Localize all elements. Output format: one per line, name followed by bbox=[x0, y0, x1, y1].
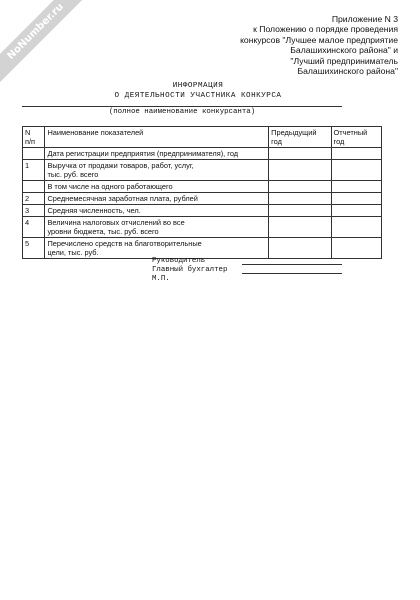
row-number: 3 bbox=[23, 205, 45, 217]
director-label: Руководитель bbox=[152, 257, 206, 265]
row-number bbox=[23, 181, 45, 193]
row-label: Средняя численность, чел. bbox=[45, 205, 269, 217]
row-label: Перечислено средств на благотворительные цели, тыс. руб. bbox=[45, 238, 269, 259]
chief-accountant-label: Главный бухгалтер bbox=[152, 266, 228, 274]
reporting-year-cell[interactable] bbox=[331, 193, 381, 205]
appendix-line: Балашихинского района" bbox=[297, 66, 398, 77]
row-label: Величина налоговых отчислений во все уровни бюджета, тыс. руб. всего bbox=[45, 217, 269, 238]
watermark-ribbon: NoNumber.ru bbox=[0, 0, 93, 89]
table-row bbox=[23, 238, 382, 259]
table-row bbox=[23, 181, 382, 193]
appendix-note bbox=[178, 14, 398, 76]
table-row bbox=[23, 160, 382, 181]
table-row bbox=[23, 217, 382, 238]
header-previous-year: Предыдущий год bbox=[269, 127, 331, 148]
previous-year-cell[interactable] bbox=[269, 181, 331, 193]
document-title: ИНФОРМАЦИЯ bbox=[172, 82, 224, 90]
accountant-signature-line[interactable] bbox=[242, 273, 342, 274]
appendix-line: "Лучший предприниматель bbox=[290, 55, 398, 66]
row-label: В том числе на одного работающего bbox=[45, 181, 269, 193]
reporting-year-cell[interactable] bbox=[331, 181, 381, 193]
header-indicator-name: Наименование показателей bbox=[45, 127, 269, 148]
table-row bbox=[23, 148, 382, 160]
contestant-name-line bbox=[22, 106, 342, 107]
reporting-year-cell[interactable] bbox=[331, 238, 381, 259]
header-number: N п/п bbox=[23, 127, 45, 148]
row-number: 5 bbox=[23, 238, 45, 259]
director-signature-line[interactable] bbox=[242, 264, 342, 265]
appendix-line: к Положению о порядке проведения bbox=[253, 24, 398, 35]
table-row bbox=[23, 205, 382, 217]
row-label: Дата регистрации предприятия (предпринимателя), год bbox=[45, 148, 269, 160]
appendix-line: Балашихинского района" и bbox=[290, 45, 398, 56]
document-subtitle: О ДЕЯТЕЛЬНОСТИ УЧАСТНИКА КОНКУРСА bbox=[114, 92, 282, 100]
appendix-line: конкурсов "Лучшее малое предприятие bbox=[240, 34, 398, 45]
reporting-year-cell[interactable] bbox=[331, 205, 381, 217]
reporting-year-cell[interactable] bbox=[331, 160, 381, 181]
previous-year-cell[interactable] bbox=[269, 193, 331, 205]
stamp-label: М.П. bbox=[152, 275, 170, 283]
table-row bbox=[23, 193, 382, 205]
table-header-row bbox=[23, 127, 382, 148]
row-number: 4 bbox=[23, 217, 45, 238]
appendix-line: Приложение N 3 bbox=[331, 14, 398, 24]
previous-year-cell[interactable] bbox=[269, 160, 331, 181]
row-label: Среднемесячная заработная плата, рублей bbox=[45, 193, 269, 205]
previous-year-cell[interactable] bbox=[269, 217, 331, 238]
reporting-year-cell[interactable] bbox=[331, 217, 381, 238]
previous-year-cell[interactable] bbox=[269, 205, 331, 217]
reporting-year-cell[interactable] bbox=[331, 148, 381, 160]
row-number bbox=[23, 148, 45, 160]
header-reporting-year: Отчетный год bbox=[331, 127, 381, 148]
previous-year-cell[interactable] bbox=[269, 238, 331, 259]
row-number: 2 bbox=[23, 193, 45, 205]
row-label: Выручка от продажи товаров, работ, услуг, тыс. руб. всего bbox=[45, 160, 269, 181]
indicators-table bbox=[22, 126, 382, 259]
row-number: 1 bbox=[23, 160, 45, 181]
contestant-name-caption: (полное наименование конкурсанта) bbox=[108, 108, 256, 116]
previous-year-cell[interactable] bbox=[269, 148, 331, 160]
